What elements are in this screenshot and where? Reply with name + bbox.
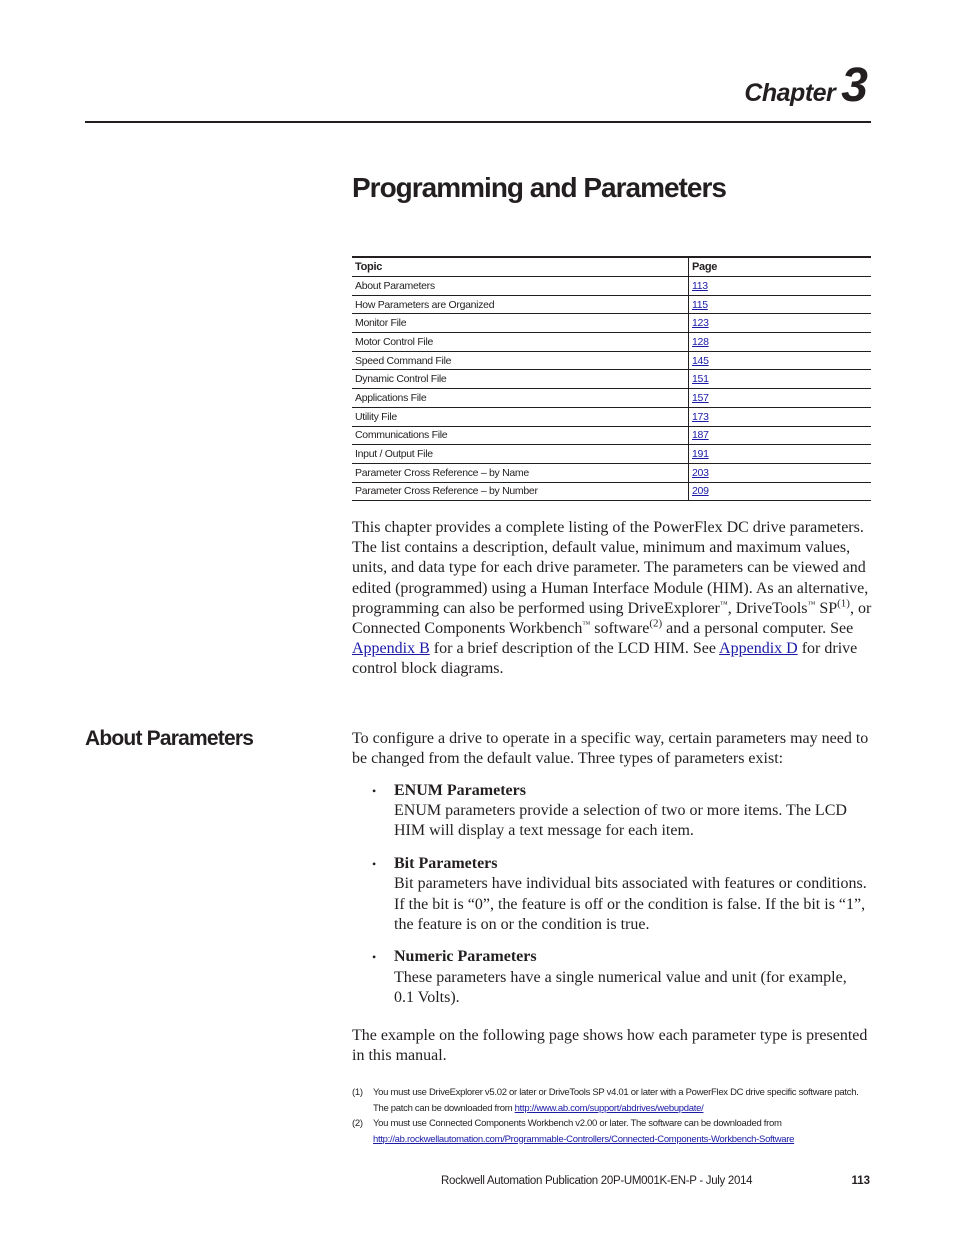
page-link[interactable]: 157	[692, 391, 709, 404]
chapter-divider	[85, 121, 871, 123]
page-cell	[689, 314, 872, 333]
table-header-row	[352, 257, 871, 277]
page-link[interactable]: 209	[692, 485, 709, 498]
footnote-number: (1)	[352, 1087, 363, 1098]
table-row	[352, 463, 871, 482]
table-row	[352, 370, 871, 389]
footnote-number: (2)	[352, 1118, 363, 1129]
page-cell	[689, 426, 872, 445]
closing-paragraph: The example on the following page shows how each parameter type is presented in this manual.	[352, 1027, 868, 1065]
appendix-d-link[interactable]: Appendix D	[719, 640, 798, 658]
parameter-types-list	[372, 781, 870, 1021]
bullet-icon: •	[372, 784, 377, 798]
chapter-heading	[744, 59, 868, 112]
topic-table	[352, 256, 871, 501]
page-link[interactable]: 151	[692, 373, 709, 386]
list-item	[372, 947, 870, 1008]
topic-column-header: Topic	[352, 257, 689, 277]
topic-cell: Applications File	[352, 389, 689, 408]
page-cell	[689, 389, 872, 408]
table-row	[352, 333, 871, 352]
table-row	[352, 351, 871, 370]
webupdate-link[interactable]: http://www.ab.com/support/abdrives/webupdate/	[514, 1102, 704, 1114]
topic-cell: How Parameters are Organized	[352, 295, 689, 314]
page-link[interactable]: 203	[692, 466, 709, 479]
footnote-2	[352, 1116, 872, 1147]
list-item	[372, 781, 870, 842]
trademark-symbol: ™	[807, 599, 816, 609]
topic-cell: Monitor File	[352, 314, 689, 333]
page-cell	[689, 407, 872, 426]
page-cell	[689, 370, 872, 389]
about-parameters-heading: About Parameters	[85, 727, 254, 750]
page-link[interactable]: 145	[692, 354, 709, 367]
table-row	[352, 314, 871, 333]
page-link[interactable]: 187	[692, 429, 709, 442]
chapter-label: Chapter	[744, 79, 836, 107]
chapter-number: 3	[841, 59, 868, 112]
footnote-text: You must use DriveExplorer v5.02 or later or DriveTools SP v4.01 or later with a PowerFlex DC drive specific software patch. The patch can be downloaded from	[373, 1087, 859, 1114]
list-item-title: Bit Parameters	[394, 855, 498, 873]
table-row	[352, 277, 871, 296]
table-row	[352, 482, 871, 501]
topic-cell: Parameter Cross Reference – by Name	[352, 463, 689, 482]
page-link[interactable]: 128	[692, 335, 709, 348]
page-link[interactable]: 113	[692, 279, 708, 292]
list-item-title: Numeric Parameters	[394, 948, 537, 966]
bullet-icon: •	[372, 950, 377, 965]
list-item	[372, 854, 870, 935]
about-intro-paragraph: To configure a drive to operate in a specific way, certain parameters may need to be changed from the default value. Three types of parameters exist:	[352, 730, 869, 768]
table-row	[352, 445, 871, 464]
topic-cell: Motor Control File	[352, 333, 689, 352]
page-title: Programming and Parameters	[352, 172, 726, 203]
appendix-b-link[interactable]: Appendix B	[352, 640, 430, 658]
footnote-ref-2[interactable]: (2)	[649, 617, 663, 630]
topic-cell: Input / Output File	[352, 445, 689, 464]
page-link[interactable]: 191	[692, 448, 709, 461]
page-cell	[689, 295, 872, 314]
page-link[interactable]: 173	[692, 410, 709, 423]
page-cell	[689, 333, 872, 352]
footnote-ref-1[interactable]: (1)	[837, 597, 850, 610]
topic-cell: Speed Command File	[352, 351, 689, 370]
footnote-text: You must use Connected Components Workbench v2.00 or later. The software can be downloaded from	[373, 1118, 782, 1129]
page-column-header: Page	[689, 257, 872, 277]
table-row	[352, 295, 871, 314]
intro-paragraph: This chapter provides a complete listing of the PowerFlex DC drive parameters. The list contains a description, default value, minimum and maximum values, units, and data type for each drive parameter. The parameters can be viewed and edited (programmed) using a Human Interface Module (HIM). As an alternative, programming can also be performed using DriveExplorer™, DriveTools™ SP$^{(1)}$, or Connected Components Workbench™ software$^{(2)}$ and a personal computer. See Appendix B for a brief description of the LCD HIM. See Appendix D for drive control block diagrams.	[352, 519, 872, 678]
topic-cell: Dynamic Control File	[352, 370, 689, 389]
footnote-1	[352, 1085, 872, 1116]
page-cell	[689, 463, 872, 482]
list-item-title: ENUM Parameters	[394, 782, 526, 799]
table-row	[352, 426, 871, 445]
list-item-text: Bit parameters have individual bits associated with features or conditions. If the bit is “0”, the feature is off or the condition is false. If the bit is “1”, the feature is on or the condition is true.	[394, 875, 867, 933]
topic-cell: Parameter Cross Reference – by Number	[352, 482, 689, 501]
footer-publication: Rockwell Automation Publication 20P-UM001K-EN-P - July 2014	[441, 1175, 753, 1187]
page-link[interactable]: 123	[692, 317, 709, 330]
bullet-icon: •	[372, 857, 377, 872]
page-link[interactable]: 115	[692, 298, 708, 311]
topic-cell: Communications File	[352, 426, 689, 445]
list-item-text: ENUM parameters provide a selection of two or more items. The LCD HIM will display a text message for each item.	[394, 802, 847, 840]
topic-cell: About Parameters	[352, 277, 689, 296]
trademark-symbol: ™	[719, 599, 728, 609]
page-cell	[689, 351, 872, 370]
table-row	[352, 389, 871, 408]
trademark-symbol: ™	[582, 619, 591, 629]
footer-page-number: 113	[851, 1175, 870, 1187]
ccw-download-link[interactable]: http://ab.rockwellautomation.com/Programmable-Controllers/Connected-Components-Workbench-Software	[373, 1133, 795, 1145]
page-cell	[689, 445, 872, 464]
table-row	[352, 407, 871, 426]
page-cell	[689, 277, 872, 296]
topic-cell: Utility File	[352, 407, 689, 426]
list-item-text: These parameters have a single numerical value and unit (for example, 0.1 Volts).	[394, 968, 847, 1006]
page-cell	[689, 482, 872, 501]
